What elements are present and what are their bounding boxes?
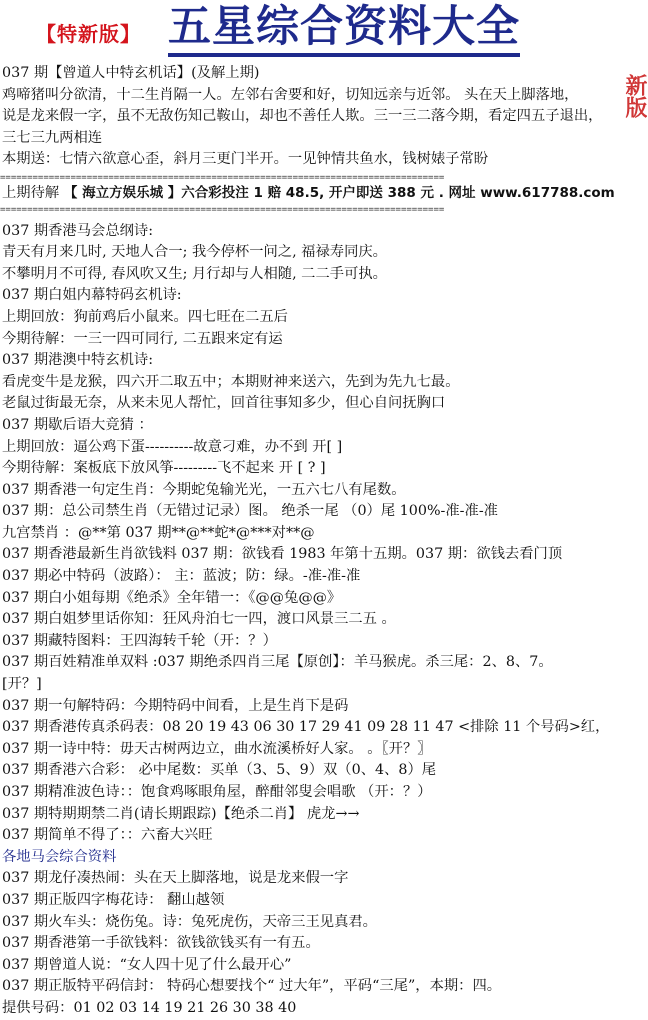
page-title: 五星综合资料大全 — [168, 2, 520, 57]
text-line: 037 期港澳中特玄机诗: — [2, 352, 154, 369]
edition-badge: 【特新版】 — [36, 22, 141, 46]
text-line: [开？] — [2, 676, 42, 693]
text-line: 今期待解：一三一四可同行, 二五跟来定有运 — [2, 330, 283, 347]
text-line: 037 期正版特平码信封： 特码心想要找个“ 过大年”，平码“三尾”，本期：四。 — [2, 978, 502, 995]
red-stamp-mark: 新版 — [622, 74, 647, 118]
text-line: 037 期必中特码（波路）： 主：蓝波；防：绿。-准-准-准 — [2, 568, 361, 585]
text-line: 037 期简单不得了：：六畜大兴旺 — [2, 827, 213, 844]
regional-title: 各地马会综合资料 — [2, 848, 117, 865]
header — [0, 0, 648, 60]
text-line: 037 期：总公司禁生肖（无错过记录）图。 绝杀一尾 （0）尾 100%-准-准-准 — [2, 503, 498, 520]
main-list — [0, 221, 640, 847]
text-line: 037 期曾道人说：“女人四十见了什么最开心” — [2, 956, 292, 973]
text-line: 037 期白姐梦里话你知：狂风舟泊七一四，渡口风景三二五 。 — [2, 611, 396, 628]
document-body — [0, 63, 640, 1020]
intro-line: 037 期【曾道人中特玄机话】(及解上期) — [2, 65, 260, 81]
text-line: 037 期一诗中特：毋天古树两边立，曲水流溪桥好人家。 。〖开？〗 — [2, 740, 432, 757]
text-line: 青天有月来几时, 天地人合一; 我今停杯一问之, 福禄寿同庆。 — [2, 244, 387, 261]
text-line: 上期回放：逼公鸡下蛋----------故意刁难，办不到 开[ ] — [2, 438, 343, 455]
intro-line: 鸡啼猪叫分欲清，十二生肖隔一人。左邻右舍要和好，切知远亲与近邻。 头在天上脚落地， — [2, 86, 579, 103]
ad-label: 上期待解 — [2, 184, 60, 201]
text-line: 037 期香港最新生肖欲钱料 037 期：欲钱看 1983 年第十五期。037 期：欲钱去看门顶 — [2, 546, 563, 563]
intro-line: 三七三九两相连 — [2, 129, 103, 146]
text-line: 上期回放：狗前鸡后小鼠来。四七旺在二五后 — [2, 308, 288, 325]
text-line: 037 期龙仔凑热闹：头在天上脚落地，说是龙来假一字 — [2, 870, 349, 887]
text-line: 037 期香港马会总纲诗: — [2, 222, 154, 239]
text-line: 九宫禁肖 ：@**第 037 期**@**蛇*@***对**@ — [2, 524, 315, 541]
text-line: 037 期歇后语大竞猜 ： — [2, 416, 153, 433]
intro-line: 说是龙来假一字，虽不无敌伤知己鞍山，却也不善任人欺。三一三二落今期，看定四五子退出， — [2, 108, 603, 125]
text-line: 037 期正版四字梅花诗： 翻山越领 — [2, 891, 225, 908]
text-line: 037 期特期期禁二肖(请长期跟踪)【绝杀二肖】 虎龙→→ — [2, 805, 360, 822]
text-line: 不攀明月不可得, 春风吹又生; 月行却与人相随, 二二手可执。 — [2, 265, 387, 282]
text-line: 037 期精准波色诗：：饱食鸡啄眼角屋，醉酣邻叟会唱歌 （开：？） — [2, 784, 432, 800]
text-line: 037 期火车头：烧伤兔。诗：兔死虎伤，天帝三王见真君。 — [2, 913, 377, 930]
text-line: 037 期香港第一手欲钱料：欲钱欲钱买有一有五。 — [2, 935, 320, 952]
ad-line — [0, 183, 640, 205]
text-line: 037 期白小姐每期《绝杀》全年错一：《@@兔@@》 — [2, 589, 342, 606]
separator: ================================================================================== — [0, 172, 445, 183]
text-line: 提供号码：01 02 03 14 19 21 26 30 38 40 — [2, 999, 297, 1016]
text-line: 037 期白姐内幕特码玄机诗: — [2, 287, 182, 304]
regional-list — [0, 868, 640, 1019]
text-line: 037 期香港传真杀码表：08 20 19 43 06 30 17 29 41 09 28 11 47 <排除 11 个号码>红， — [2, 719, 610, 736]
text-line: 037 期百姓精准单双料 :037 期绝杀四肖三尾【原创】：羊马猴虎。杀三尾：2、8、7。 — [2, 654, 553, 671]
intro-line: 本期送：七情六欲意心歪，斜月三更门半开。一见钟情共鱼水，钱树婊子常盼 — [2, 151, 489, 168]
text-line: 037 期藏特图料：王四海转千轮（开：？） — [2, 632, 277, 649]
text-line: 老鼠过街最无奈，从来未见人帮忙，回首往事知多少，但心自问抚胸口 — [2, 395, 446, 412]
ad-text: 【 海立方娱乐城 】六合彩投注 1 赔 48.5, 开户即送 388 元 . 网址 www.617788.com — [63, 184, 615, 201]
text-line: 037 期香港六合彩： 必中尾数：买单（3、5、9）双（0、4、8）尾 — [2, 762, 437, 779]
text-line: 037 期一句解特码：今期特码中间看，上是生肖下是码 — [2, 697, 349, 714]
text-line: 看虎变牛是龙猴，四六开二取五中；本期财神来送六，先到为先九七最。 — [2, 373, 460, 390]
text-line: 今期待解：案板底下放风筝---------飞不起来 开 [ ? ] — [2, 460, 326, 477]
text-line: 037 期香港一句定生肖：今期蛇兔输光光，一五六七八有尾数。 — [2, 481, 406, 498]
separator: ================================================================================== — [0, 204, 445, 215]
